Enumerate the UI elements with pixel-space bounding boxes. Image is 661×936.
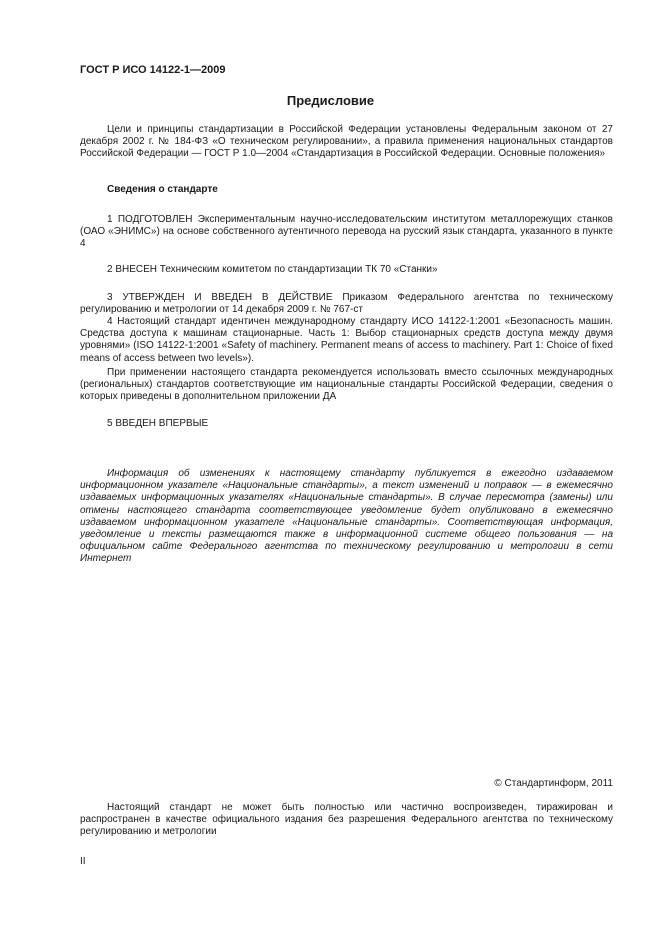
- reproduction-notice: Настоящий стандарт не может быть полностью или частично воспроизведен, тиражирован и распространен в качестве официального издания без разрешения Федерального агентства по техническому регулированию и метрологии: [80, 802, 613, 838]
- standard-code-header: ГОСТ Р ИСО 14122-1—2009: [80, 64, 226, 76]
- copyright-notice: © Стандартинформ, 2011: [494, 778, 613, 789]
- item-2: 2 ВНЕСЕН Техническим комитетом по стандартизации ТК 70 «Станки»: [107, 264, 438, 275]
- item-5: 5 ВВЕДЕН ВПЕРВЫЕ: [107, 418, 209, 429]
- item-4: 4 Настоящий стандарт идентичен международному стандарту ИСО 14122-1:2001 «Безопасность машин. Средства доступа к машинам стационарные. Часть 1: Выбор стационарных средств доступа между двумя уровнями» (ISO 14122-1:2001 «Safety of machinery. Permanent means of access to machinery. Part 1: Choice of fixed means of access between two levels»).: [80, 316, 613, 364]
- intro-paragraph: Цели и принципы стандартизации в Российской Федерации установлены Федеральным законом от 27 декабря 2002 г. № 184-ФЗ «О техническом регулировании», а правила применения национальных стандартов Российской Федерации — ГОСТ Р 1.0—2004 «Стандартизация в Российской Федерации. Основные положения»: [80, 124, 613, 160]
- info-heading: Сведения о стандарте: [107, 184, 218, 195]
- page-number: II: [80, 856, 86, 867]
- page-title: Предисловие: [286, 93, 375, 108]
- notice-paragraph: Информация об изменениях к настоящему стандарту публикуется в ежегодно издаваемом информационном указателе «Национальные стандарты», а текст изменений и поправок — в ежемесячно издаваемых информационных указателях «Национальные стандарты». В случае пересмотра (замены) или отмены настоящего стандарта соответствующее уведомление будет опубликовано в ежемесячно издаваемом информационном указателе «Национальные стандарты». Соответствующая информация, уведомление и тексты размещаются также в информационной системе общего пользования — на официальном сайте Федерального агентства по техническому регулированию и метрологии в сети Интернет: [80, 468, 613, 565]
- item-1: 1 ПОДГОТОВЛЕН Экспериментальным научно-исследовательским институтом металлорежущих станков (ОАО «ЭНИМС») на основе собственного аутентичного перевода на русский язык стандарта, указанного в пункте 4: [80, 214, 613, 250]
- item-4-note: При применении настоящего стандарта рекомендуется использовать вместо ссылочных международных (региональных) стандартов соответствующие им национальные стандарты Российской Федерации, сведения о которых приведены в дополнительном приложении ДА: [80, 367, 613, 403]
- item-3: 3 УТВЕРЖДЕН И ВВЕДЕН В ДЕЙСТВИЕ Приказом Федерального агентства по техническому регулированию и метрологии от 14 декабря 2009 г. № 767-ст: [80, 292, 613, 316]
